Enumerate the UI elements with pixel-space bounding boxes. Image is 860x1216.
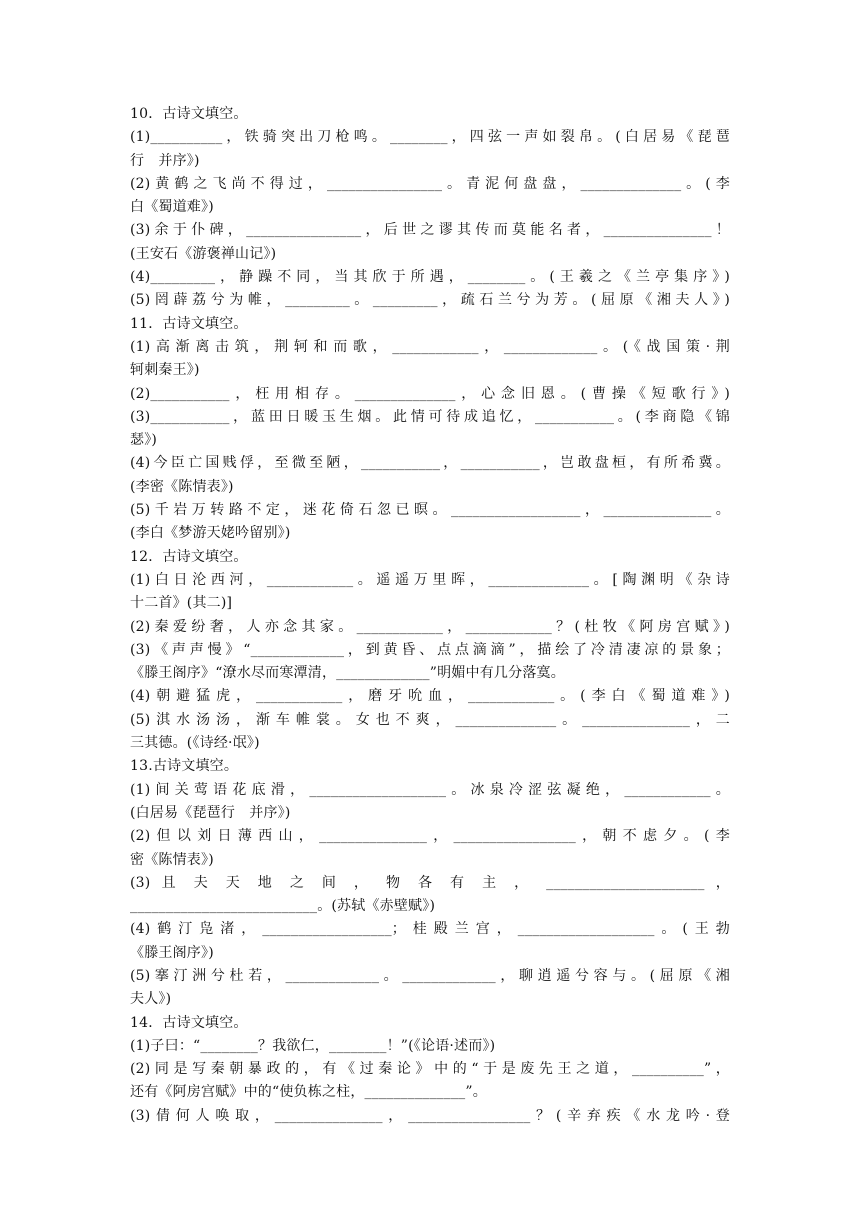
section-heading: 13.古诗文填空。 [130, 758, 239, 775]
question-line: 夫人》) [130, 991, 172, 1008]
question-line: (李白《梦游天姥吟留别》) [130, 525, 291, 542]
question-line: 十二首》(其二)] [130, 595, 233, 612]
question-line: (1)__________，铁骑突出刀枪鸣。________，四弦一声如裂帛。(白居易《琵琶 [130, 129, 730, 146]
question-line: 《滕王阁序》) [130, 944, 214, 961]
question-line: 密《陈情表》) [130, 851, 214, 868]
question-line: (5)搴汀洲兮杜若，_____________。_____________，聊逍遥兮容与。(屈原《湘 [130, 967, 730, 984]
question-line: 瑟》) [130, 432, 158, 449]
question-line: (1)子曰：“________？我欲仁，________！”(《论语·述而》) [130, 1037, 496, 1054]
question-line: (5)淇水汤汤，渐车帷裳。女也不爽，______________。_______________，二 [130, 711, 730, 728]
question-line: (3)《声声慢》“_____________，到黄昏、点点滴滴”，描绘了冷清凄凉的景象； [130, 641, 730, 658]
question-line: (3)___________，蓝田日暖玉生烟。此情可待成追忆，___________。(李商隐《锦 [130, 408, 730, 425]
question-line: (1)间关莺语花底滑，___________________。冰泉冷涩弦凝绝，____________。 [130, 781, 730, 798]
question-line: (4)_________，静躁不同，当其欣于所遇，________。(王羲之《兰亭集序》) [130, 269, 730, 286]
question-line: (4)鹤汀凫渚，__________________；桂殿兰宫，___________________。(王勃 [130, 921, 730, 938]
question-line: (1)高渐离击筑，荆轲和而歌，____________，_____________。(《战国策·荆 [130, 338, 730, 355]
question-line: (5)罔薜荔兮为帷，_________。_________，疏石兰兮为芳。(屈原《湘夫人》) [130, 292, 730, 309]
question-line: (3) 且 夫 天 地 之 间 ， 物 各 有 主 ， ______________________ ， [130, 874, 730, 891]
document-page [130, 103, 730, 1128]
question-line: 还有《阿房宫赋》中的“使负栋之柱，______________”。 [130, 1084, 487, 1101]
question-line: (5)千岩万转路不定，迷花倚石忽已暝。__________________，_______________。 [130, 502, 730, 519]
question-line: (3)倩何人唤取，_______________，_________________？(辛弃疾《水龙吟·登 [130, 1107, 730, 1124]
question-line: 三其德。(《诗经·氓》) [130, 735, 260, 752]
question-line: (2)同是写秦朝暴政的，有《过秦论》中的“于是废先王之道，__________”， [130, 1061, 730, 1078]
question-line: 《滕王阁序》“潦水尽而寒潭清，_____________”明媚中有几分落寞。 [130, 665, 565, 682]
question-line: (4)朝避猛虎，____________，磨牙吮血，____________。(李白《蜀道难》) [130, 688, 730, 705]
question-line: (2)秦爱纷奢，人亦念其家。____________，____________？(杜牧《阿房宫赋》) [130, 618, 730, 635]
question-line: (4)今臣亡国贱俘，至微至陋，___________，___________，岂敢盘桓，有所希冀。 [130, 455, 730, 472]
question-line: (2)黄鹤之飞尚不得过，________________。青泥何盘盘，______________。(李 [130, 175, 730, 192]
question-line: (白居易《琵琶行 并序》) [130, 804, 291, 821]
question-line: (2)但以刘日薄西山，_______________，_________________，朝不虑夕。(李 [130, 828, 730, 845]
question-line: (李密《陈情表》) [130, 478, 234, 495]
section-heading: 14．古诗文填空。 [130, 1014, 248, 1031]
question-line: 轲刺秦王》) [130, 362, 200, 379]
question-line: (1)白日沦西河，____________。遥遥万里晖，______________。[陶渊明《杂诗 [130, 571, 730, 588]
question-line: __________________________。(苏轼《赤壁赋》) [130, 898, 436, 915]
question-line: 白《蜀道难》) [130, 199, 214, 216]
question-line: (2)___________，枉用相存。______________，心念旧恩。(曹操《短歌行》) [130, 385, 730, 402]
question-line: 行 并序》) [130, 152, 200, 169]
question-line: (3)余于仆碑，________________，后世之谬其传而莫能名者，_______________！ [130, 222, 730, 239]
section-heading: 10．古诗文填空。 [130, 106, 248, 122]
section-heading: 12．古诗文填空。 [130, 548, 248, 565]
question-line: (王安石《游褒禅山记》) [130, 245, 277, 262]
section-heading: 11．古诗文填空。 [130, 315, 248, 332]
